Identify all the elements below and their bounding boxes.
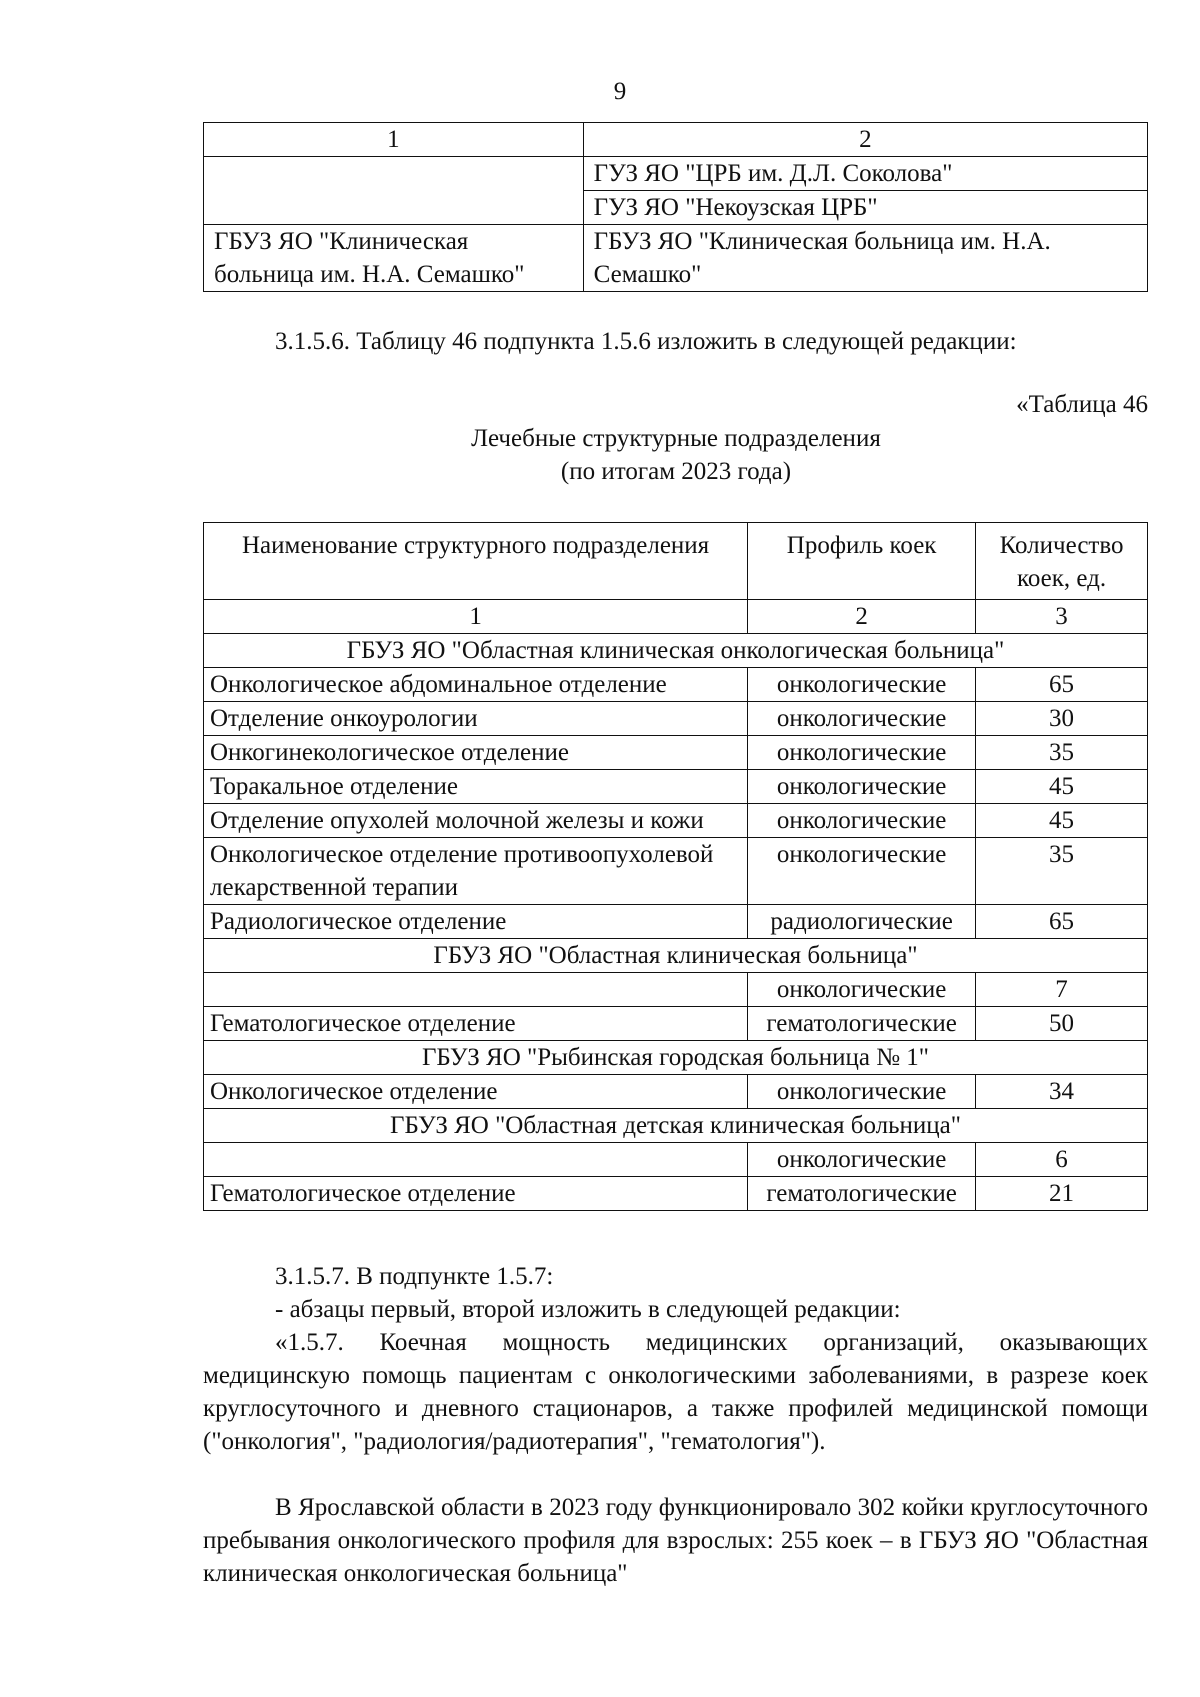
header-profile: Профиль коек — [748, 523, 976, 600]
table-row — [204, 702, 1148, 736]
continuation-table — [203, 122, 1148, 292]
org-row — [204, 634, 1148, 668]
table-46 — [203, 522, 1148, 1211]
paragraph-1: «1.5.7. Коечная мощность медицинских организаций, оказывающих медицинскую помощь пациентам с онкологическими заболеваниями, в разрезе коек круглосуточного и дневного стационаров, а также профилей медицинской помощи ("онкология", "радиология/радиотерапия", "гематология"). — [203, 1329, 1148, 1455]
table-row — [204, 225, 1148, 292]
header-name: Наименование структурного подразделения — [204, 523, 748, 600]
dept-cell: Онкогинекологическое отделение — [204, 736, 748, 770]
org-name: ГБУЗ ЯО "Областная клиническая больница" — [204, 939, 1148, 973]
count-cell: 21 — [976, 1177, 1148, 1211]
table-row — [204, 1143, 1148, 1177]
table-cell: ГБУЗ ЯО "Клиническая больница им. Н.А. Семашко" — [204, 225, 584, 292]
paragraph-2: В Ярославской области в 2023 году функционировало 302 койки круглосуточного пребывания онкологического профиля для взрослых: 255 коек – в ГБУЗ ЯО "Областная клиническая онкологическая больница" — [203, 1494, 1148, 1587]
org-name: ГБУЗ ЯО "Областная детская клиническая больница" — [204, 1109, 1148, 1143]
count-cell: 65 — [976, 668, 1148, 702]
dept-cell: Радиологическое отделение — [204, 905, 748, 939]
dept-cell: Отделение опухолей молочной железы и кожи — [204, 804, 748, 838]
table-header-row — [204, 123, 1148, 157]
org-name: ГБУЗ ЯО "Областная клиническая онкологическая больница" — [204, 634, 1148, 668]
column-number: 3 — [976, 600, 1148, 634]
dept-cell: Отделение онкоурологии — [204, 702, 748, 736]
table-row — [204, 1177, 1148, 1211]
table-cell: ГУЗ ЯО "ЦРБ им. Д.Л. Соколова" — [583, 157, 1147, 191]
dept-cell: Онкологическое отделение — [204, 1075, 748, 1109]
dept-cell: Торакальное отделение — [204, 770, 748, 804]
table-row — [204, 905, 1148, 939]
profile-cell: онкологические — [748, 838, 976, 905]
table-cell: ГУЗ ЯО "Некоузская ЦРБ" — [583, 191, 1147, 225]
count-cell: 30 — [976, 702, 1148, 736]
profile-cell: онкологические — [748, 736, 976, 770]
table-row — [204, 157, 1148, 191]
header-count: Количество коек, ед. — [976, 523, 1148, 600]
section-3-1-5-7: 3.1.5.7. В подпункте 1.5.7: — [275, 1263, 554, 1290]
profile-cell: онкологические — [748, 668, 976, 702]
page-number: 9 — [613, 78, 627, 105]
table-label: «Таблица 46 — [1016, 391, 1148, 418]
org-row — [204, 1109, 1148, 1143]
profile-cell: гематологические — [748, 1177, 976, 1211]
table-title: Лечебные структурные подразделения — [471, 425, 881, 452]
count-cell: 35 — [976, 838, 1148, 905]
dept-cell: Онкологическое отделение противоопухолевой лекарственной терапии — [204, 838, 748, 905]
profile-cell: онкологические — [748, 804, 976, 838]
dept-cell — [204, 1143, 748, 1177]
dept-cell: Онкологическое абдоминальное отделение — [204, 668, 748, 702]
count-cell: 35 — [976, 736, 1148, 770]
profile-cell: радиологические — [748, 905, 976, 939]
table-header-row — [204, 523, 1148, 600]
profile-cell: онкологические — [748, 1075, 976, 1109]
table-row — [204, 770, 1148, 804]
profile-cell: онкологические — [748, 770, 976, 804]
count-cell: 45 — [976, 804, 1148, 838]
dept-cell: Гематологическое отделение — [204, 1177, 748, 1211]
table-row — [204, 838, 1148, 905]
org-row — [204, 1041, 1148, 1075]
table-subtitle: (по итогам 2023 года) — [560, 458, 792, 485]
table-cell: ГБУЗ ЯО "Клиническая больница им. Н.А. Семашко" — [583, 225, 1147, 292]
table-row — [204, 973, 1148, 1007]
count-cell: 7 — [976, 973, 1148, 1007]
profile-cell: онкологические — [748, 1143, 976, 1177]
profile-cell: онкологические — [748, 702, 976, 736]
column-number: 1 — [204, 600, 748, 634]
profile-cell: онкологические — [748, 973, 976, 1007]
column-number: 1 — [204, 123, 584, 157]
count-cell: 50 — [976, 1007, 1148, 1041]
profile-cell: гематологические — [748, 1007, 976, 1041]
count-cell: 45 — [976, 770, 1148, 804]
count-cell: 6 — [976, 1143, 1148, 1177]
dept-cell — [204, 973, 748, 1007]
count-cell: 65 — [976, 905, 1148, 939]
table-cell — [204, 157, 584, 225]
table-row — [204, 804, 1148, 838]
table-row — [204, 736, 1148, 770]
column-number: 2 — [748, 600, 976, 634]
column-number: 2 — [583, 123, 1147, 157]
org-row — [204, 939, 1148, 973]
org-name: ГБУЗ ЯО "Рыбинская городская больница № 1" — [204, 1041, 1148, 1075]
table-row — [204, 1007, 1148, 1041]
count-cell: 34 — [976, 1075, 1148, 1109]
dept-cell: Гематологическое отделение — [204, 1007, 748, 1041]
table-row — [204, 1075, 1148, 1109]
section-3-1-5-6: 3.1.5.6. Таблицу 46 подпункта 1.5.6 изложить в следующей редакции: — [275, 328, 1017, 355]
bullet-line: - абзацы первый, второй изложить в следующей редакции: — [275, 1296, 901, 1323]
table-row — [204, 668, 1148, 702]
column-numbers-row — [204, 600, 1148, 634]
